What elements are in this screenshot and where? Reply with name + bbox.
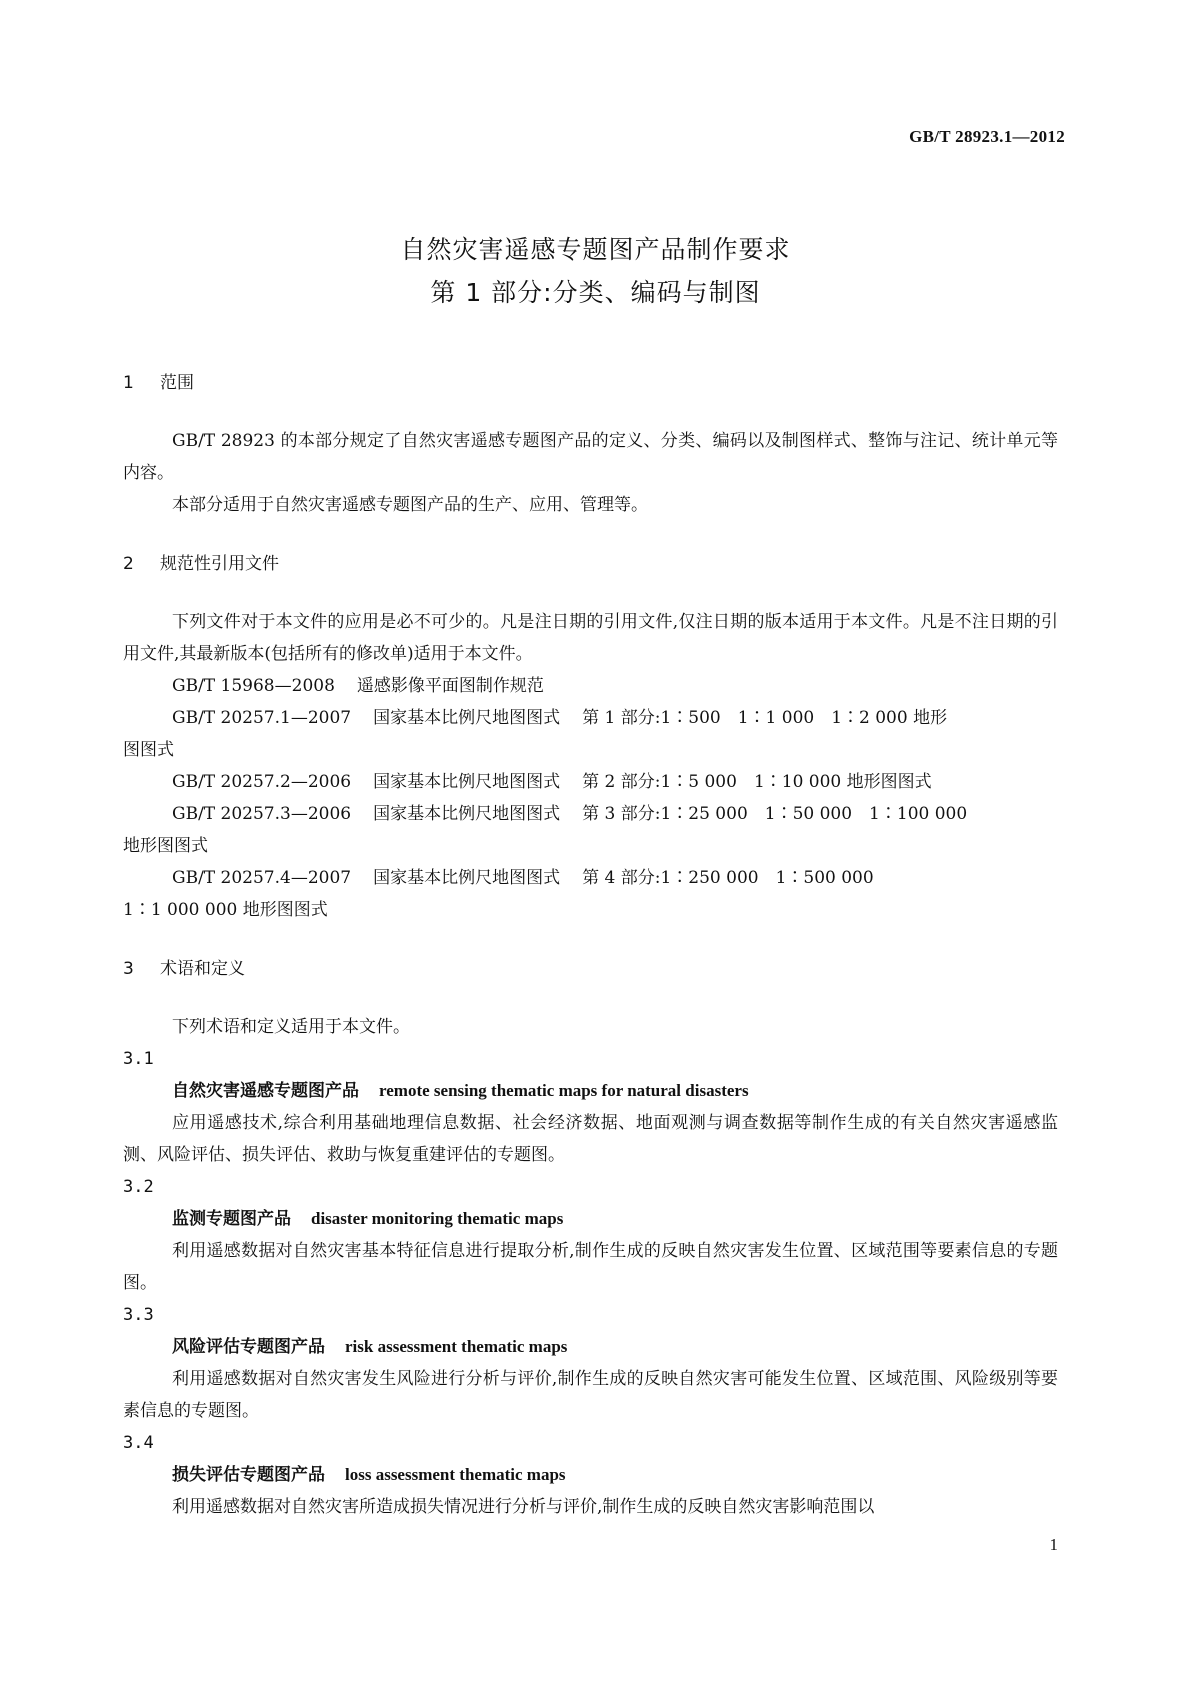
reference-code: GB/T 15968—2008 <box>172 676 335 696</box>
term-name-en: disaster monitoring thematic maps <box>311 1209 564 1228</box>
reference-title: 遥感影像平面图制作规范 <box>356 676 544 696</box>
reference-code: GB/T 20257.2—2006 <box>172 772 352 792</box>
page-number: 1 <box>1049 1535 1058 1554</box>
reference-part: 第 4 部分:1∶250 000 1∶500 000 <box>582 868 874 888</box>
section-title: 规范性引用文件 <box>160 554 279 574</box>
references-intro: 下列文件对于本文件的应用是必不可少的。凡是注日期的引用文件,仅注日期的版本适用于本文件。凡是不注日期的引用文件,其最新版本(包括所有的修改单)适用于本文件。 <box>123 612 1058 664</box>
term-heading <box>123 1459 1058 1491</box>
reference-item <box>123 670 1058 702</box>
term-definition: 应用遥感技术,综合利用基础地理信息数据、社会经济数据、地面观测与调查数据等制作生成的有关自然灾害遥感监测、风险评估、损失评估、救助与恢复重建评估的专题图。 <box>123 1113 1058 1165</box>
term-definition: 利用遥感数据对自然灾害基本特征信息进行提取分析,制作生成的反映自然灾害发生位置、区域范围等要素信息的专题图。 <box>123 1241 1058 1293</box>
title-line-2: 第 1 部分:分类、编码与制图 <box>430 278 761 307</box>
section-number: 2 <box>123 554 134 574</box>
terms-intro: 下列术语和定义适用于本文件。 <box>172 1017 410 1037</box>
term-number: 3.1 <box>123 1049 154 1069</box>
reference-code: GB/T 20257.1—2007 <box>172 708 352 728</box>
reference-continuation: 图图式 <box>123 740 174 760</box>
reference-code: GB/T 20257.4—2007 <box>172 868 352 888</box>
term-number: 3.3 <box>123 1305 154 1325</box>
reference-title: 国家基本比例尺地图图式 <box>373 708 561 728</box>
reference-item <box>123 862 1058 894</box>
section-number: 3 <box>123 959 134 979</box>
reference-part: 第 3 部分:1∶25 000 1∶50 000 1∶100 000 <box>582 804 968 824</box>
term-definition: 利用遥感数据对自然灾害所造成损失情况进行分析与评价,制作生成的反映自然灾害影响范围以 <box>172 1497 875 1517</box>
term-name-en: risk assessment thematic maps <box>345 1337 568 1356</box>
term-number: 3.2 <box>123 1177 154 1197</box>
title-line-1: 自然灾害遥感专题图产品制作要求 <box>400 235 791 264</box>
term-name-zh: 风险评估专题图产品 <box>172 1337 325 1357</box>
reference-continuation: 地形图图式 <box>123 836 208 856</box>
reference-part: 第 1 部分:1∶500 1∶1 000 1∶2 000 地形 <box>582 708 948 728</box>
term-heading <box>123 1203 1058 1235</box>
scope-paragraph-2: 本部分适用于自然灾害遥感专题图产品的生产、应用、管理等。 <box>172 495 648 515</box>
document-body <box>123 370 1058 1523</box>
section-title: 范围 <box>160 373 194 393</box>
scope-paragraph-1: GB/T 28923 的本部分规定了自然灾害遥感专题图产品的定义、分类、编码以及制图样式、整饰与注记、统计单元等内容。 <box>123 431 1058 483</box>
reference-title: 国家基本比例尺地图图式 <box>373 868 561 888</box>
section-heading-scope <box>123 370 1058 397</box>
term-heading <box>123 1331 1058 1363</box>
reference-title: 国家基本比例尺地图图式 <box>373 804 561 824</box>
reference-item <box>123 766 1058 798</box>
section-heading-terms <box>123 956 1058 983</box>
term-definition: 利用遥感数据对自然灾害发生风险进行分析与评价,制作生成的反映自然灾害可能发生位置、区域范围、风险级别等要素信息的专题图。 <box>123 1369 1058 1421</box>
section-heading-normative-references <box>123 551 1058 578</box>
term-name-zh: 自然灾害遥感专题图产品 <box>172 1081 359 1101</box>
reference-item <box>123 702 1058 734</box>
term-name-zh: 监测专题图产品 <box>172 1209 291 1229</box>
term-heading <box>123 1075 1058 1107</box>
reference-part: 第 2 部分:1∶5 000 1∶10 000 地形图图式 <box>582 772 932 792</box>
standard-code: GB/T 28923.1—2012 <box>909 127 1065 146</box>
reference-item <box>123 798 1058 830</box>
reference-code: GB/T 20257.3—2006 <box>172 804 352 824</box>
section-title: 术语和定义 <box>160 959 245 979</box>
reference-continuation: 1∶1 000 000 地形图图式 <box>123 900 328 920</box>
term-name-en: loss assessment thematic maps <box>345 1465 566 1484</box>
reference-title: 国家基本比例尺地图图式 <box>373 772 561 792</box>
section-number: 1 <box>123 373 134 393</box>
term-number: 3.4 <box>123 1433 154 1453</box>
document-title <box>0 228 1191 314</box>
term-name-zh: 损失评估专题图产品 <box>172 1465 325 1485</box>
term-name-en: remote sensing thematic maps for natural disasters <box>379 1081 749 1100</box>
